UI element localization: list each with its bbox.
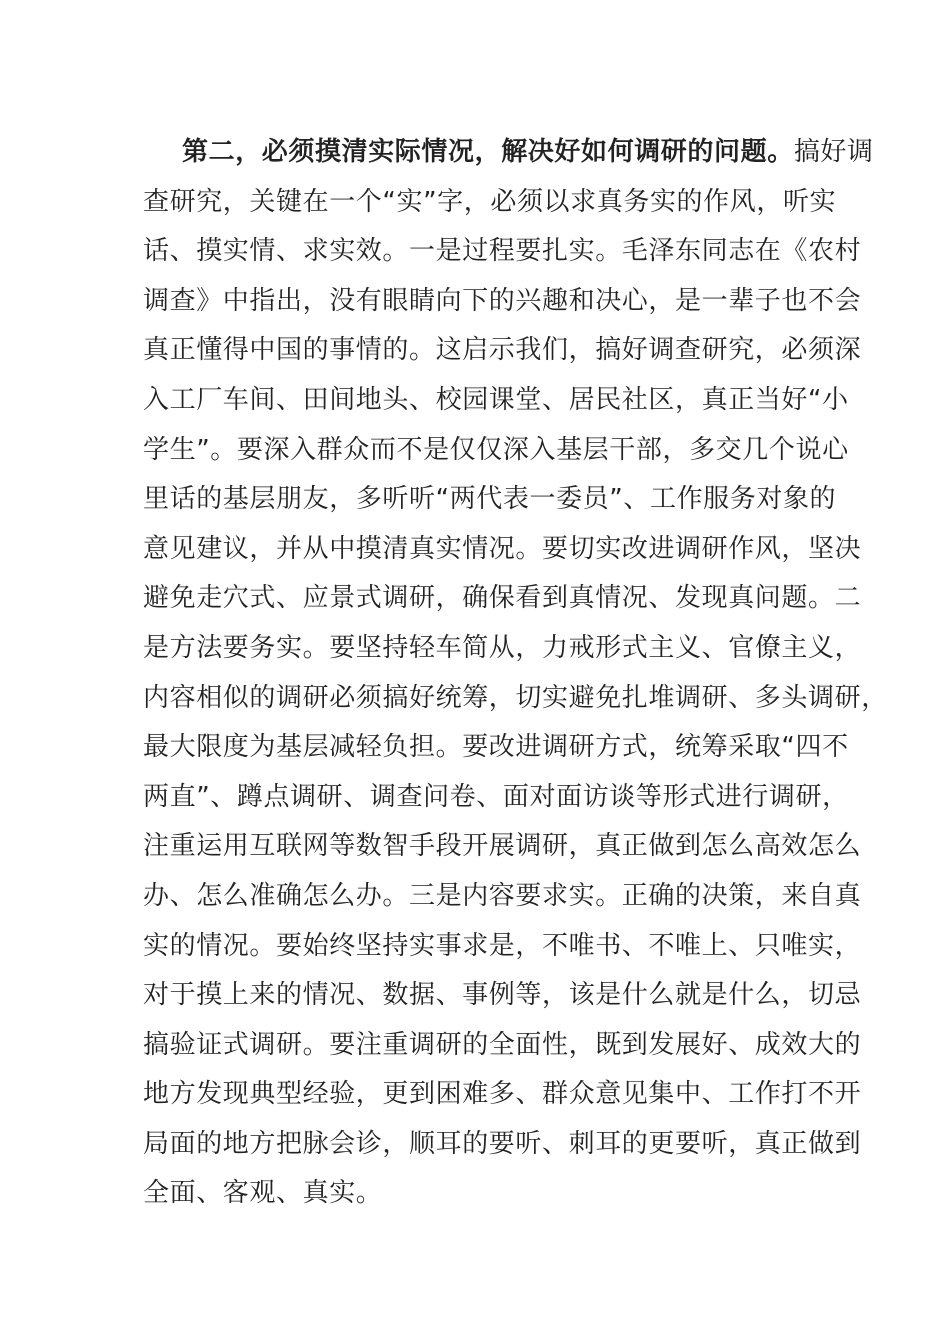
paragraph-line: 局面的地方把脉会诊，顺耳的要听、刺耳的更要听，真正做到 — [143, 1128, 862, 1159]
paragraph-line: 搞验证式调研。要注重调研的全面性，既到发展好、成效大的 — [143, 1029, 862, 1060]
paragraph-line: 地方发现典型经验，更到困难多、群众意见集中、工作打不开 — [143, 1079, 862, 1110]
paragraph-line: 入工厂车间、田间地头、校园课堂、居民社区，真正当好“小 — [143, 384, 849, 415]
paragraph-line: 全面、客观、真实。 — [143, 1178, 383, 1209]
paragraph-line: 内容相似的调研必须搞好统筹，切实避免扎堆调研、多头调研， — [143, 682, 888, 713]
paragraph-line — [143, 128, 874, 178]
paragraph-line: 注重运用互联网等数智手段开展调研，真正做到怎么高效怎么 — [143, 831, 862, 862]
line-text: 搞好调 — [793, 137, 874, 167]
paragraph-line: 实的情况。要始终坚持实事求是，不唯书、不唯上、只唯实， — [143, 930, 862, 961]
paragraph-line: 意见建议，并从中摸清真实情况。要切实改进调研作风，坚决 — [143, 533, 862, 564]
paragraph-line: 里话的基层朋友，多听听“两代表一委员”、工作服务对象的 — [143, 484, 837, 515]
paragraph-line: 对于摸上来的情况、数据、事例等，该是什么就是什么，切忌 — [143, 980, 862, 1011]
paragraph-line: 是方法要务实。要坚持轻车简从，力戒形式主义、官僚主义， — [143, 632, 862, 663]
paragraph-line: 学生”。要深入群众而不是仅仅深入基层干部，多交几个说心 — [143, 434, 849, 465]
paragraph-line: 最大限度为基层减轻负担。要改进调研方式，统筹采取“四不 — [143, 732, 849, 763]
paragraph-heading: 第二，必须摸清实际情况，解决好如何调研的问题。 — [182, 137, 794, 167]
paragraph-line: 真正懂得中国的事情的。这启示我们，搞好调查研究，必须深 — [143, 335, 862, 366]
paragraph-line: 避免走穴式、应景式调研，确保看到真情况、发现真问题。二 — [143, 583, 862, 614]
paragraph-line: 两直”、蹲点调研、调查问卷、面对面访谈等形式进行调研， — [143, 781, 849, 812]
body-paragraph — [143, 128, 888, 1219]
paragraph-line: 话、摸实情、求实效。一是过程要扎实。毛泽东同志在《农村 — [143, 236, 862, 267]
paragraph-line: 调查》中指出，没有眼睛向下的兴趣和决心，是一辈子也不会 — [143, 285, 862, 316]
paragraph-line: 办、怎么准确怎么办。三是内容要求实。正确的决策，来自真 — [143, 880, 862, 911]
paragraph-line: 查研究，关键在一个“实”字，必须以求真务实的作风，听实 — [143, 186, 837, 217]
